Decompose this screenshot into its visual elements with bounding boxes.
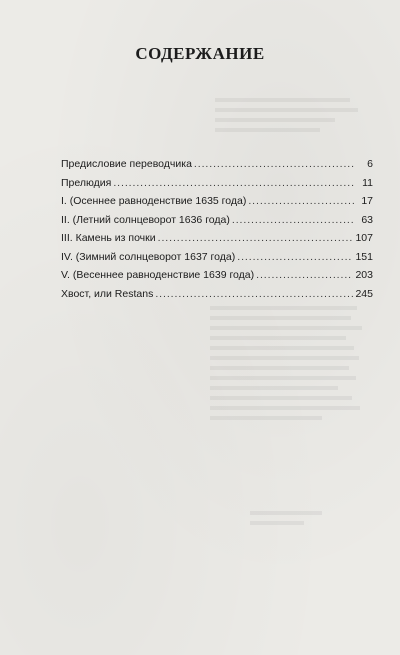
bleed-through-text — [210, 300, 370, 500]
toc-page-number: 245 — [355, 287, 373, 300]
toc-entry-label: Хвост, или Restans — [61, 287, 154, 300]
toc-page-number: 63 — [361, 213, 373, 226]
toc-entry-label: V. (Весеннее равноденствие 1639 года) — [61, 269, 255, 281]
toc-entry-label: II. (Летний солнцеворот 1636 года) — [61, 213, 230, 226]
dot-leader — [256, 269, 353, 281]
dot-leader — [158, 232, 354, 244]
dot-leader — [232, 214, 355, 226]
toc-page-number: 107 — [355, 232, 373, 244]
toc-entry-label: I. (Осеннее равноденствие 1635 года) — [61, 195, 247, 207]
bleed-through-text — [250, 505, 340, 535]
toc-entry[interactable] — [61, 214, 373, 233]
toc-entry-label: III. Камень из почки — [61, 232, 156, 244]
toc-entry-label: Прелюдия — [61, 176, 112, 189]
toc-entry[interactable] — [61, 232, 373, 251]
dot-leader — [248, 195, 355, 207]
toc-entry[interactable] — [61, 177, 373, 196]
toc-page-number: 151 — [355, 250, 373, 263]
toc-entry-label: IV. (Зимний солнцеворот 1637 года) — [61, 250, 236, 263]
table-of-contents — [61, 158, 373, 306]
dot-leader — [194, 158, 355, 170]
toc-entry[interactable] — [61, 288, 373, 307]
bleed-through-text — [215, 92, 365, 152]
toc-entry[interactable] — [61, 251, 373, 270]
toc-entry-label: Предисловие переводчика — [61, 158, 192, 170]
page-title: СОДЕРЖАНИЕ — [135, 44, 265, 63]
toc-entry[interactable] — [61, 269, 373, 288]
toc-page-number: 17 — [361, 195, 373, 207]
toc-entry[interactable] — [61, 158, 373, 177]
toc-entry[interactable] — [61, 195, 373, 214]
dot-leader — [113, 177, 355, 189]
dot-leader — [155, 288, 353, 300]
toc-page-number: 203 — [355, 269, 373, 281]
toc-page-number: 6 — [367, 158, 373, 170]
toc-page-number: 11 — [362, 176, 373, 189]
dot-leader — [237, 251, 353, 263]
